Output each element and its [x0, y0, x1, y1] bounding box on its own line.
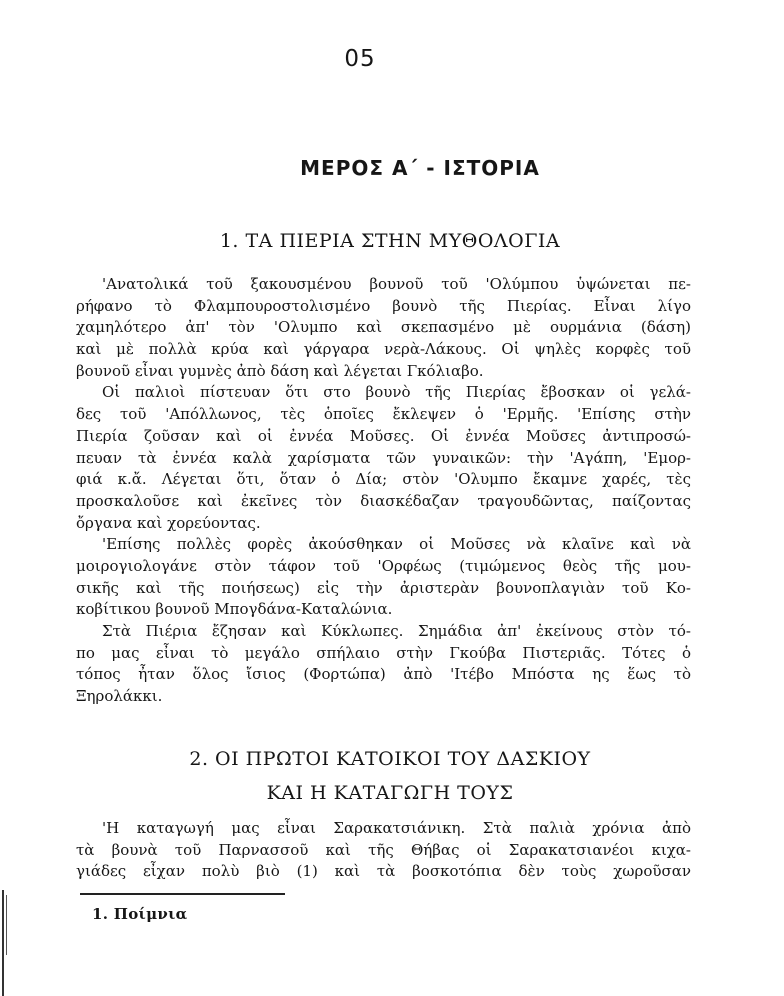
- section-2-heading-line-2: ΚΑΙ Η ΚΑΤΑΓΩΓΗ ΤΟΥΣ: [266, 782, 514, 804]
- part-title: ΜΕΡΟΣ Α΄ - ΙΣΤΟΡΙΑ: [300, 156, 540, 180]
- section-1-body: [76, 274, 691, 708]
- text-line: καὶ μὲ πολλὰ κρύα καὶ γάργαρα νερὰ-Λάκους. Οἱ ψηλὲς κορφὲς τοῦ: [76, 340, 691, 359]
- text-line: βουνοῦ εἶναι γυμνὲς ἀπὸ δάση καὶ λέγεται Γκόλιαβο.: [76, 361, 484, 380]
- section-2-heading-line-1: 2. ΟΙ ΠΡΩΤΟΙ ΚΑΤΟΙΚΟΙ ΤΟΥ ΔΑΣΚΙΟΥ: [189, 748, 591, 770]
- text-line: μοιρογιολογάνε στὸν τάφον τοῦ 'Ορφέως (τιμώμενος θεὸς τῆς μου-: [76, 556, 691, 575]
- text-line: 'Ανατολικά τοῦ ξακουσμένου βουνοῦ τοῦ 'Ολύμπου ὑψώνεται πε-: [102, 275, 691, 293]
- text-line: φιά κ.ἄ. Λέγεται ὅτι, ὅταν ὁ Δία; στὸν 'Ολυμπο ἔκαμνε χαρές, τὲς: [76, 470, 691, 489]
- text-line: πο μας εἶναι τὸ μεγάλο σπήλαιο στὴν Γκούβα Πιστεριᾶς. Τότες ὁ: [76, 643, 691, 662]
- text-line: τόπος ἦταν ὅλος ἴσιος (Φορτώπα) ἀπὸ 'Ιτέβο Μπόστα ης ἕως τὸ: [76, 665, 691, 684]
- section-1-heading: 1. ΤΑ ΠΙΕΡΙΑ ΣΤΗΝ ΜΥΘΟΛΟΓΙΑ: [219, 230, 561, 252]
- text-line: 'Η καταγωγή μας εἶναι Σαρακατσιάνικη. Στὰ παλιὰ χρόνια ἀπὸ: [102, 819, 691, 837]
- footnote: 1. Ποίμνια: [92, 905, 188, 923]
- text-line: ρήφανο τὸ Φλαμπουροστολισμένο βουνὸ τῆς Πιερίας. Εἶναι λίγο: [76, 296, 691, 315]
- page-number: 05: [344, 46, 376, 72]
- text-line: Στὰ Πιέρια ἔζησαν καὶ Κύκλωπες. Σημάδια ἀπ' ἐκείνους στὸν τό-: [102, 622, 691, 640]
- text-line: πευαν τὰ ἐννέα καλὰ χαρίσματα τῶν γυναικῶν: τὴν 'Αγάπη, 'Εμορ-: [76, 448, 691, 467]
- section-2-body: [76, 818, 691, 883]
- text-line: γιάδες εἶχαν πολὺ βιὸ (1) καὶ τὰ βοσκοτόπια δὲν τοὺς χωροῦσαν: [76, 862, 691, 881]
- footnote-rule: [80, 893, 285, 895]
- text-line: 'Επίσης πολλὲς φορὲς ἀκούσθηκαν οἱ Μοῦσες νὰ κλαῖνε καὶ νὰ: [102, 535, 691, 554]
- text-line: κοβίτικου βουνοῦ Μπογδάνα-Καταλώνια.: [76, 600, 393, 619]
- text-line: προσκαλοῦσε καὶ ἐκεῖνες τὸν διασκέδαζαν τραγουδῶντας, παίζοντας: [76, 491, 691, 510]
- text-line: Πιερία ζοῦσαν καὶ οἱ ἐννέα Μοῦσες. Οἱ ἐννέα Μοῦσες ἀντιπροσώ-: [76, 426, 691, 445]
- text-line: χαμηλότερο ἀπ' τὸν 'Ολυμπο καὶ σκεπασμένο μὲ ουρμάνια (δάση): [76, 318, 691, 337]
- scan-edge-mark: [6, 895, 7, 955]
- text-line: σικῆς καὶ τῆς ποιήσεως) εἰς τὴν ἀριστερὰν βουνοπλαγιὰν τοῦ Κο-: [76, 578, 691, 597]
- text-line: Ξηρολάκκι.: [76, 687, 163, 706]
- scan-edge-mark: [2, 890, 4, 996]
- text-line: Οἱ παλιοὶ πίστευαν ὅτι στο βουνὸ τῆς Πιερίας ἔβοσκαν οἱ γελά-: [102, 383, 691, 402]
- text-line: τὰ βουνὰ τοῦ Παρνασσοῦ καὶ τῆς Θήβας οἱ Σαρακατσιανέοι κιχα-: [76, 840, 691, 859]
- text-line: δες τοῦ 'Απόλλωνος, τὲς ὁποῖες ἔκλεψεν ὁ 'Ερμῆς. 'Επίσης στὴν: [76, 405, 691, 424]
- text-line: ὄργανα καὶ χορεύοντας.: [76, 513, 261, 532]
